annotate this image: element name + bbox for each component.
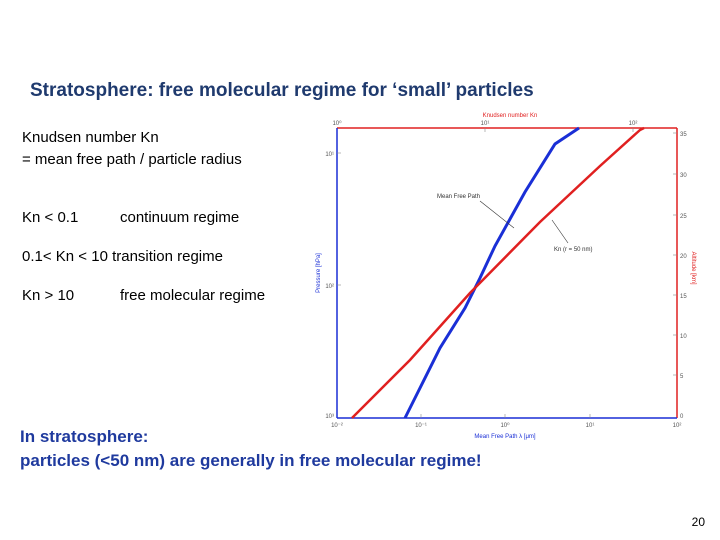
regime-continuum-label: continuum regime — [120, 209, 240, 226]
conclusion-line-2: particles (<50 nm) are generally in free molecular regime! — [20, 451, 482, 470]
annotation-mean-free-path: Mean Free Path — [437, 194, 481, 200]
top-axis-label: Knudsen number Kn — [482, 113, 538, 119]
conclusion-line-1: In stratosphere: — [20, 427, 149, 446]
right-tick-4: 15 — [680, 294, 687, 300]
right-tick-7: 0 — [680, 414, 684, 420]
bottom-axis-label: Mean Free Path λ [μm] — [474, 434, 536, 440]
bottom-tick-0: 10⁻² — [331, 423, 343, 429]
left-axis-label: Pressure [hPa] — [316, 253, 322, 293]
left-tick-2: 10³ — [325, 414, 334, 420]
right-tick-0: 35 — [680, 132, 687, 138]
right-tick-5: 10 — [680, 334, 687, 340]
plot-frame-bg — [337, 128, 677, 418]
bottom-tick-3: 10¹ — [585, 423, 595, 429]
right-tick-6: 5 — [680, 374, 684, 380]
knudsen-definition-line-2: = mean free path / particle radius — [22, 151, 242, 168]
bottom-tick-2: 10⁰ — [500, 423, 510, 429]
knudsen-altitude-figure — [300, 108, 700, 448]
bottom-tick-1: 10⁻¹ — [415, 423, 427, 429]
right-tick-2: 25 — [680, 214, 687, 220]
slide-title: Stratosphere: free molecular regime for ‘small’ particles — [30, 80, 534, 101]
regime-free-molecular-condition: Kn > 10 — [22, 287, 75, 304]
regime-free-molecular-label: free molecular regime — [120, 287, 266, 304]
page-number: 20 — [691, 515, 705, 529]
top-tick-0: 10⁰ — [332, 121, 342, 127]
knudsen-definition-line-1: Knudsen number Kn — [22, 129, 159, 146]
regime-transition-label: transition regime — [112, 248, 223, 265]
regime-transition-condition: 0.1< Kn < 10 — [22, 248, 108, 265]
left-tick-0: 10¹ — [325, 152, 334, 158]
bottom-tick-4: 10² — [672, 423, 682, 429]
annotation-kn: Kn (r = 50 nm) — [554, 247, 593, 253]
right-axis-label: Altitude [km] — [690, 251, 696, 285]
regime-transition — [22, 248, 223, 265]
top-tick-2: 10² — [628, 121, 638, 127]
right-tick-1: 30 — [680, 173, 687, 179]
regime-continuum-condition: Kn < 0.1 — [22, 209, 79, 226]
right-tick-3: 20 — [680, 254, 687, 260]
left-tick-1: 10² — [325, 284, 334, 290]
top-tick-1: 10¹ — [480, 121, 490, 127]
